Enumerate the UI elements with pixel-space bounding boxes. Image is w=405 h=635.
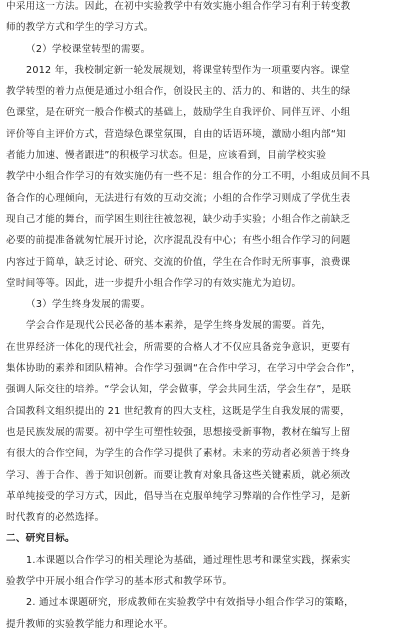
text-line: 时代教育的必然选择。 <box>6 512 105 524</box>
text-line: 在世界经济一体化的现代社会，所需要的合格人才不仅应具备竞争意识，更要有 <box>6 341 351 353</box>
text-line: 色课堂，是在研究一般合作模式的基础上，鼓励学生自我评价、同伴互评、小组 <box>6 107 351 119</box>
text-line: 强调人际交往的培养。“学会认知，学会做事，学会共同生活，学会生存”，是联 <box>6 384 352 396</box>
text-line: 师的教学方式和学生的学习方式。 <box>6 22 154 34</box>
text-line: 也是民族发展的需要。初中学生可塑性较强，思想接受新事物，教材在编写上留 <box>6 426 351 438</box>
text-line: 2. 通过本课题研究，形成教师在实验教学中有效指导小组合作学习的策略， <box>26 597 354 609</box>
text-line: 内容过于简单，缺乏讨论、研究、交流的价值，学生在合作时无所事事，浪费课 <box>6 256 351 268</box>
text-line: 合国教科文组织提出的 21 世纪教育的四大支柱，这既是学生自我发展的需要， <box>6 405 351 417</box>
text-line: 备合作的心理倾向，无法进行有效的互动交流；小组的合作学习则成了学优生表 <box>6 192 351 204</box>
text-line: 评价等自主评价方式，营造绿色课堂氛围，自由的话语环境，激励小组内部“知 <box>6 128 346 140</box>
text-line: 堂时间等等。因此，进一步提升小组合作学习的有效实施尤为迫切。 <box>6 277 302 289</box>
text-line: 中采用这一方法。因此，在初中实验教学中有效实施小组合作学习有利于转变教 <box>6 1 351 12</box>
text-line: 2012 年，我校制定新一轮发展规划，将课堂转型作为一项重要内容。课堂 <box>26 64 351 76</box>
document-body <box>6 0 399 635</box>
text-line: 提升教师的实验教学能力和理论水平。 <box>6 618 174 630</box>
text-line: 学习、善于合作、善于知识创新。而要让教育对象具备这些关键素质，就必须改 <box>6 469 351 481</box>
text-line: 必要的前提准备就匆忙展开讨论，次序混乱没有中心；有些小组合作学习的问题 <box>6 235 351 247</box>
text-line: 教学中小组合作学习的有效实施仍有一些不足：组合作的分工不明，小组成员间不具 <box>6 171 371 183</box>
text-line: 现自己才能的舞台，而学困生则往往被忽视，缺少动手实验；小组合作之前缺乏 <box>6 213 351 225</box>
text-line: 革单纯接受的学习方式，因此，倡导当在克服单纯学习弊端的合作性学习，是新 <box>6 490 351 502</box>
text-line: （2）学校课堂转型的需要。 <box>26 43 151 55</box>
section-heading: 二、研究目标。 <box>6 533 75 545</box>
text-line: 1.本课题以合作学习的相关理论为基础，通过理性思考和课堂实践，探索实 <box>26 554 351 566</box>
text-line: （3）学生终身发展的需要。 <box>26 299 151 311</box>
text-line: 有很大的合作空间，为学生的合作学习提供了素材。未来的劳动者必须善于终身 <box>6 448 351 460</box>
text-line: 教学转型的着力点便是通过小组合作，创设民主的、活力的、和谐的、共生的绿 <box>6 86 351 98</box>
text-line: 者能力加速、慢者跟进”的积极学习状态。但是，应该看到，目前学校实验 <box>6 150 327 162</box>
text-line: 学会合作是现代公民必备的基本素养，是学生终身发展的需要。首先， <box>26 320 332 332</box>
text-line: 集体协助的素养和团队精神。合作学习强调“在合作中学习，在学习中学会合作”， <box>6 363 361 375</box>
text-line: 验教学中开展小组合作学习的基本形式和教学环节。 <box>6 576 233 588</box>
